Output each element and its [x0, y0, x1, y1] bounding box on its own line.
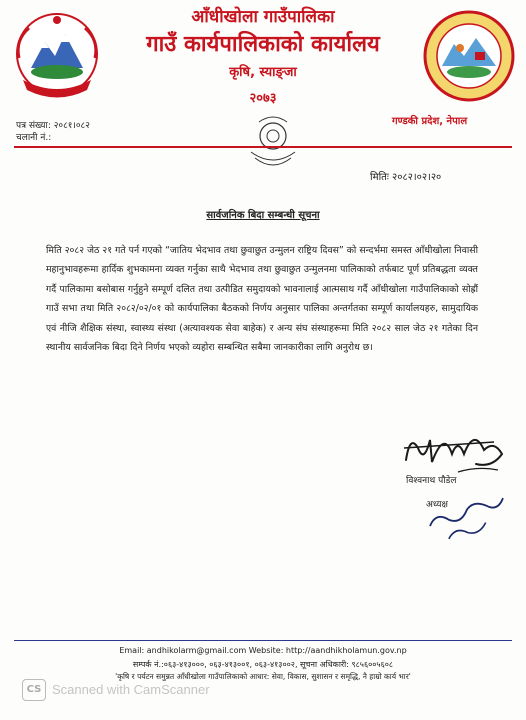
- signer-name: विश्वनाथ पौडेल: [406, 476, 457, 486]
- footer-divider: [14, 640, 512, 641]
- letter-number: पत्र संख्या: २०८१।०८२: [16, 121, 90, 131]
- notice-subject: सार्वजनिक बिदा सम्बन्धी सूचना: [206, 210, 320, 221]
- footer-phone-numbers: सम्पर्क नं.:०६३-४१३०००, ०६३-४१३००१, ०६३-४१३००२, सूचना अधिकारी: ९८५६००५६०८: [132, 660, 394, 669]
- signer-title: अध्यक्ष: [426, 500, 448, 510]
- header-divider: [14, 146, 512, 148]
- letter-date: मितिः २०८२।०२।२०: [370, 172, 442, 183]
- notice-body: मिति २०८२ जेठ २१ गते पर्न गएको “जातिय भेदभाव तथा छुवाछुत उन्मुलन राष्ट्रिय दिवस” को सन्दर्भमा समस्त आँधीखोला निवासी महानुभावहरूमा हार्दिक शुभकामना व्यक्त गर्नुका साथै भेदभाव तथा छुवाछुत उन्मुलनमा पालिकाको तर्फबाट पूर्ण प्रतिबद्धता व्यक्त गर्दै पालिकामा बसोबास गर्नुहुने सम्पूर्ण दलित तथा उत्पीडित समुदायको भावनालाई आत्मसाथ गर्दै आँधीखोला गाउँपालिकाको सोह्रौं गाउँ सभा तथा मिति २०८२/०२/०१ को कार्यपालिका बैठकको निर्णय अनुसार पालिका अन्तर्गतका सम्पूर्ण कार्यालयहरु, सामुदायिक एवं नीजि शैक्षिक संस्था, स्वास्थ्य संस्था (अत्यावश्यक सेवा बाहेक) र अन्य संघ संस्थाहरूमा मिति २०८२ साल जेठ २१ गतेका दिन स्थानीय सार्वजनिक बिदा दिने निर्णय भएको व्यहोरा सम्बन्धित सबैमा जानकारीका लागि अनुरोध छ।: [46, 245, 478, 354]
- office-seal-icon: [243, 112, 303, 174]
- municipality-logo-icon: [420, 8, 518, 104]
- office-name: गाउँ कार्यपालिकाको कार्यालय: [146, 32, 380, 57]
- dispatch-number: चलानी नं.:: [16, 133, 52, 143]
- municipality-name: आँधीखोला गाउँपालिका: [191, 7, 335, 27]
- footer-slogan: 'कृषि र पर्यटन समुन्नत आँधीखोला गाउँपालिकाको आधार: सेवा, विकास, सुशासन र समृद्धि, नै हाम्रो कार्य भार': [115, 672, 411, 681]
- camscanner-watermark: Scanned with CamScanner: [52, 682, 210, 697]
- signature-stamp-icon: [420, 492, 516, 548]
- province-name: गण्डकी प्रदेश, नेपाल: [392, 116, 468, 127]
- footer-contact-web: Email: andhikolarm@gmail.com Website: http://aandhikholamun.gov.np: [119, 646, 407, 655]
- camscanner-logo-icon: CS: [22, 679, 46, 701]
- office-address: कृषि, स्याङ्जा: [229, 65, 297, 80]
- established-year: २०७३: [249, 91, 277, 106]
